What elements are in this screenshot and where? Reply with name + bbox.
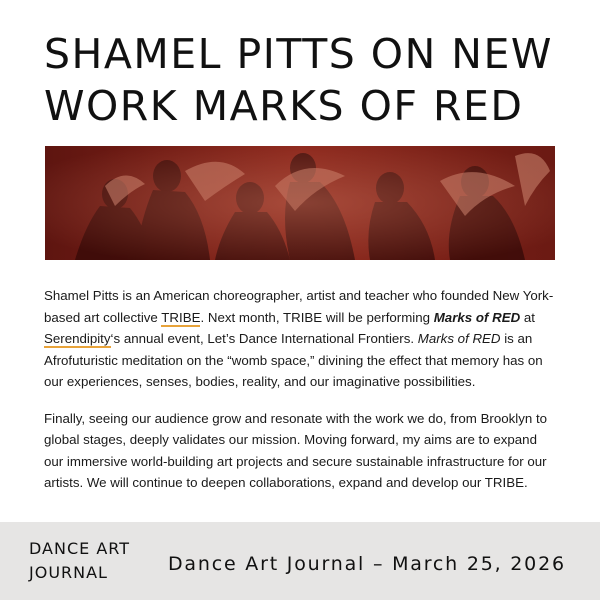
paragraph-1 (44, 285, 559, 393)
paragraph-1-text-b: . Next month, TRIBE will be performing (200, 309, 434, 325)
publication-dateline: Dance Art Journal – March 25, 2026 (168, 553, 566, 575)
work-title-bold: Marks of RED (433, 309, 521, 325)
hero-image-dancers (45, 146, 555, 260)
article-headline: SHAMEL PITTS ON NEW WORK MARKS OF RED (44, 30, 553, 130)
serendipity-link[interactable]: Serendipity (44, 331, 111, 346)
paragraph-1-text-d: ‘s annual event, Let’s Dance International Frontiers. (110, 331, 418, 346)
paragraph-1-text-c: at (520, 309, 535, 325)
paragraph-1-text-a: Shamel Pitts is an American choreographer, artist and teacher who founded New York-based art collective (44, 288, 554, 325)
paragraph-1-text-e: is an Afrofuturistic meditation on the “womb space,” divining the effect that memory has on our experiences, senses, bodies, reality, and our imaginative possibilities. (44, 331, 543, 389)
brand-logo (29, 537, 159, 585)
paragraph-2: Finally, seeing our audience grow and resonate with the work we do, from Brooklyn to global stages, deeply validates our mission. Moving forward, my aims are to expand our immersive world-building art projects and secure sustainable infrastructure for our artists. We will continue to deepen collaborations, expand and develop our TRIBE. (44, 410, 548, 490)
work-title-italic: Marks of RED (417, 331, 501, 346)
tribe-link[interactable]: TRIBE (161, 309, 201, 325)
brand-line-2: JOURNAL (29, 563, 108, 582)
article-body (44, 285, 559, 509)
brand-line-1: DANCE ART (29, 539, 130, 558)
